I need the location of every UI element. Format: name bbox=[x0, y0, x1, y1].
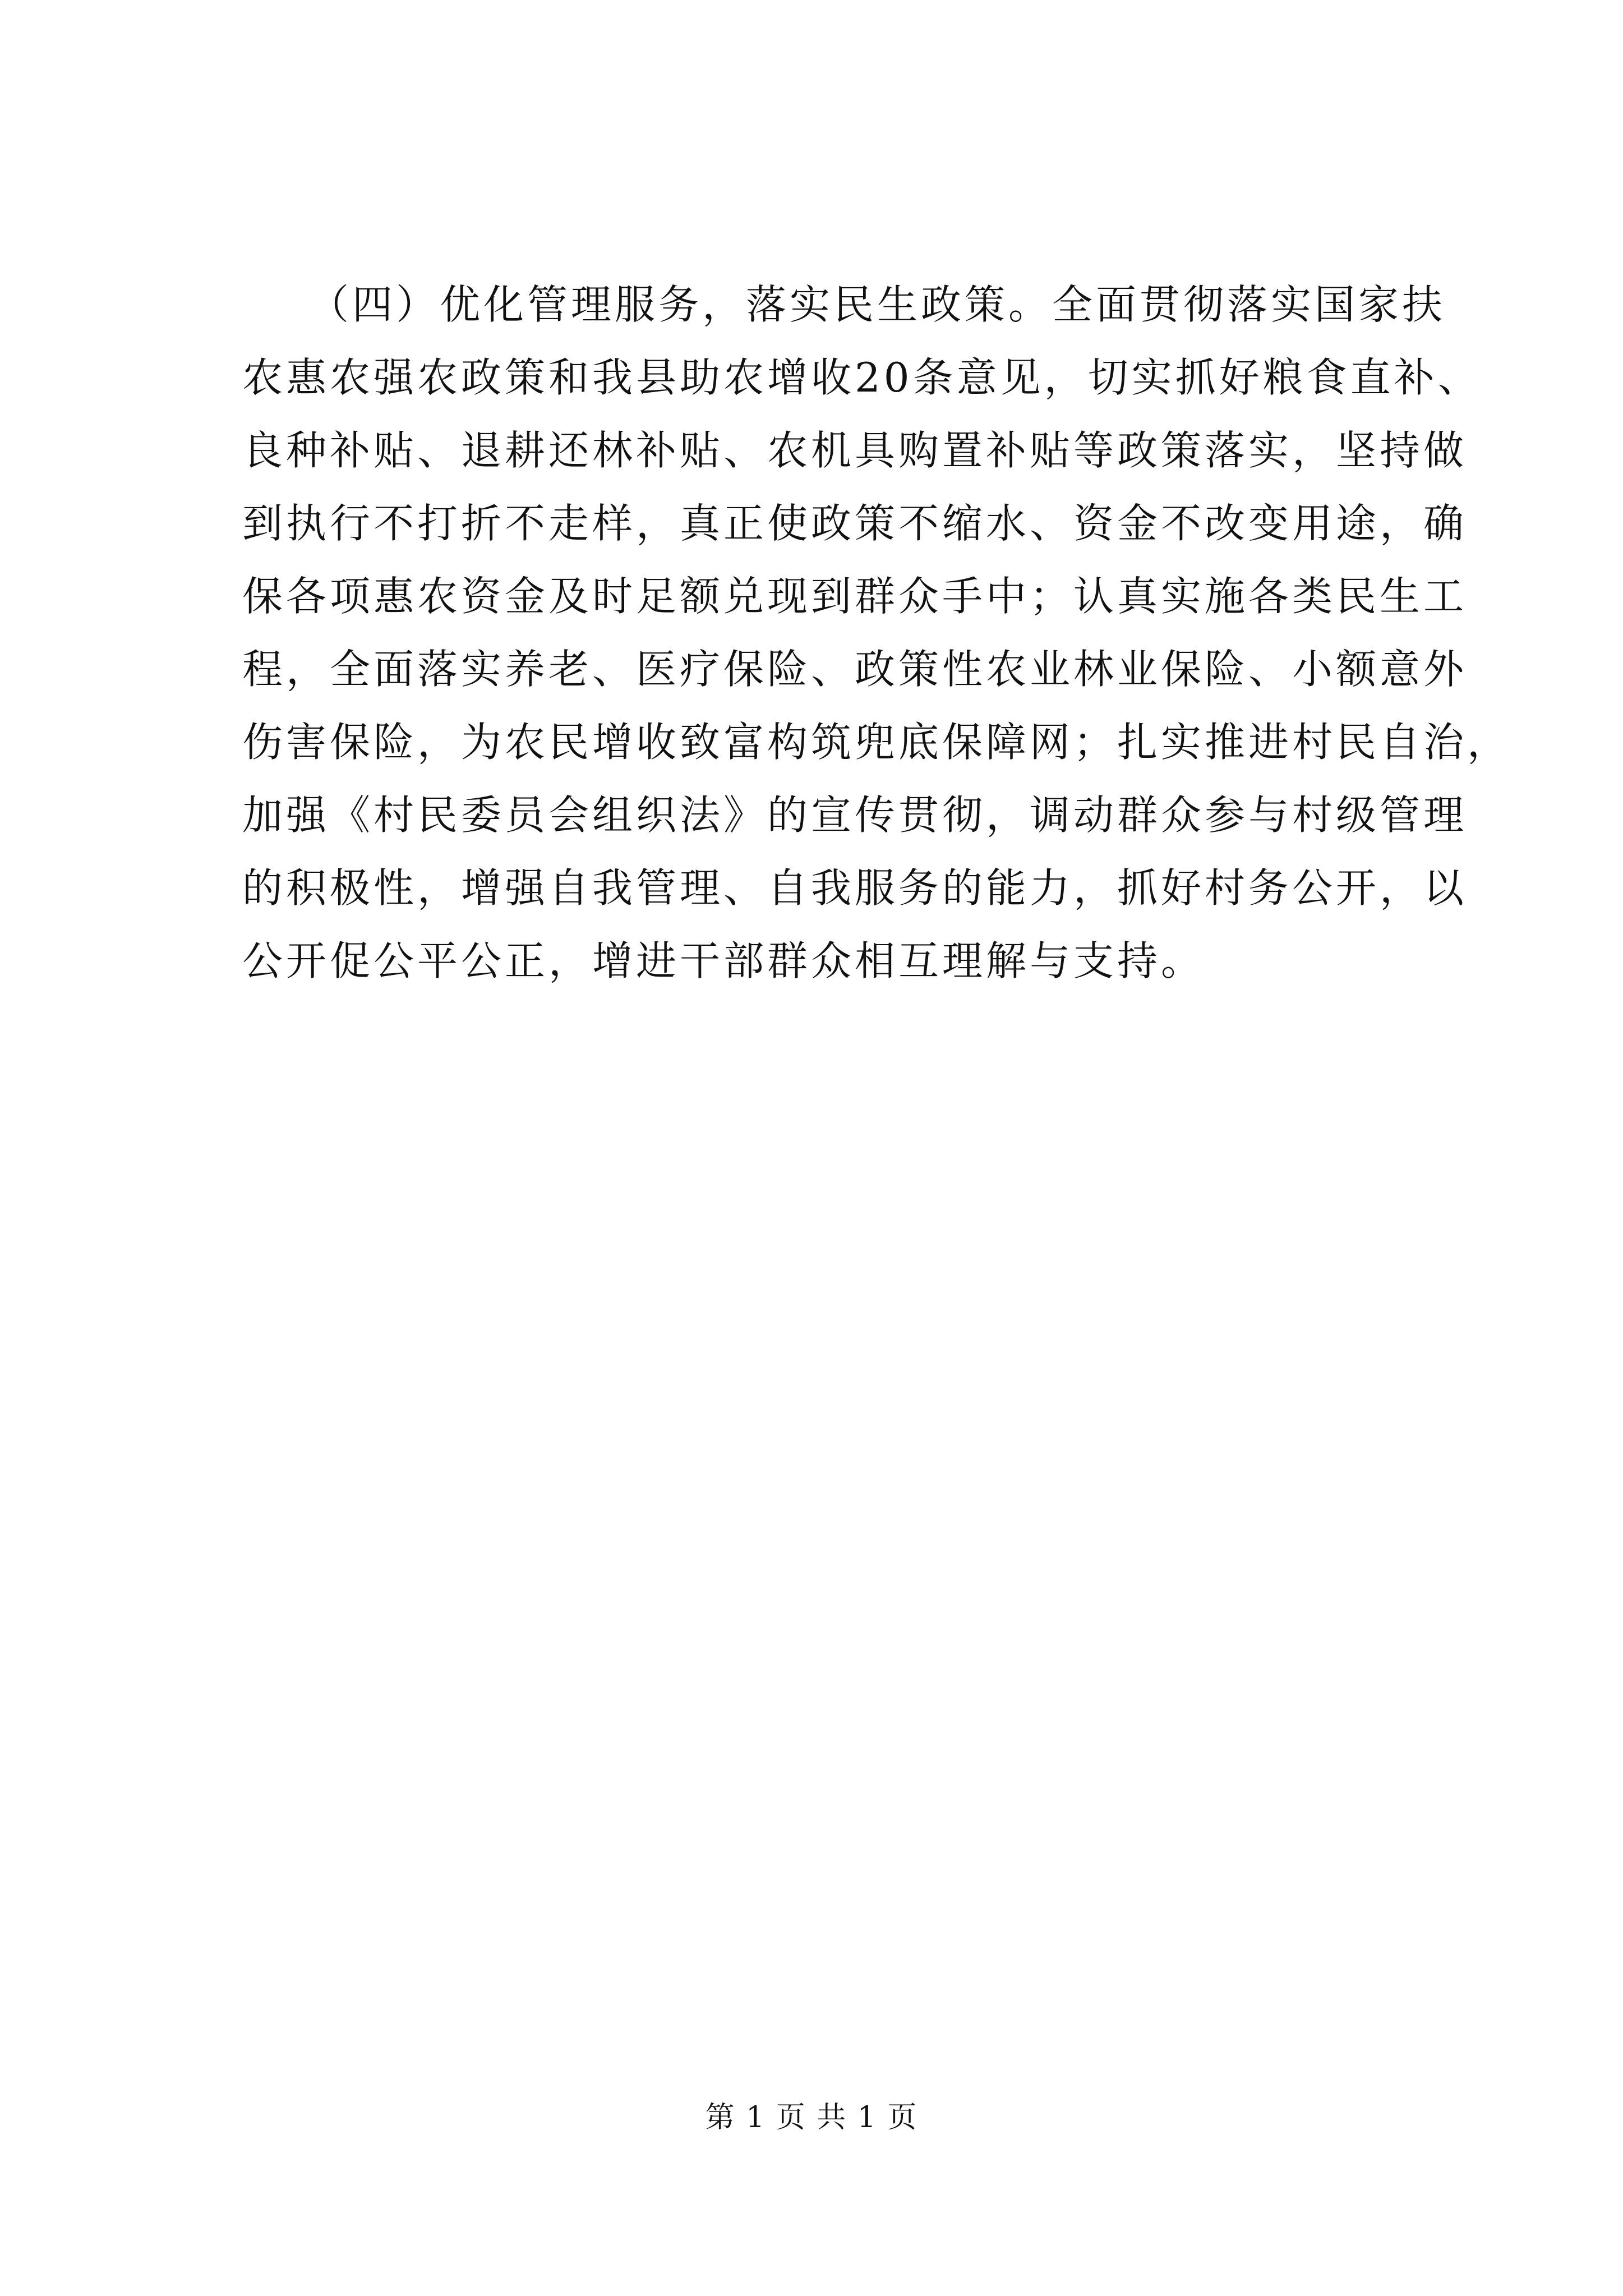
paragraph-line: 到执行不打折不走样，真正使政策不缩水、资金不改变用途，确 bbox=[242, 500, 1468, 547]
paragraph-line: 程，全面落实养老、医疗保险、政策性农业林业保险、小额意外 bbox=[242, 646, 1468, 693]
body-paragraph bbox=[242, 268, 1511, 997]
paragraph-line: 的积极性，增强自我管理、自我服务的能力，抓好村务公开，以 bbox=[242, 864, 1468, 912]
paragraph-line: 加强《村民委员会组织法》的宣传贯彻，调动群众参与村级管理 bbox=[242, 792, 1468, 839]
paragraph-line: 伤害保险，为农民增收致富构筑兜底保障网；扎实推进村民自治， bbox=[242, 719, 1511, 766]
paragraph-line: （四）优化管理服务，落实民生政策。全面贯彻落实国家扶 bbox=[308, 281, 1446, 328]
page-number-footer: 第 1 页 共 1 页 bbox=[705, 2101, 918, 2134]
paragraph-line: 农惠农强农政策和我县助农增收20条意见，切实抓好粮食直补、 bbox=[242, 354, 1482, 401]
paragraph-line: 公开促公平公正，增进干部群众相互理解与支持。 bbox=[242, 937, 1205, 984]
paragraph-line: 保各项惠农资金及时足额兑现到群众手中；认真实施各类民生工 bbox=[242, 573, 1468, 620]
paragraph-line: 良种补贴、退耕还林补贴、农机具购置补贴等政策落实，坚持做 bbox=[242, 427, 1468, 474]
